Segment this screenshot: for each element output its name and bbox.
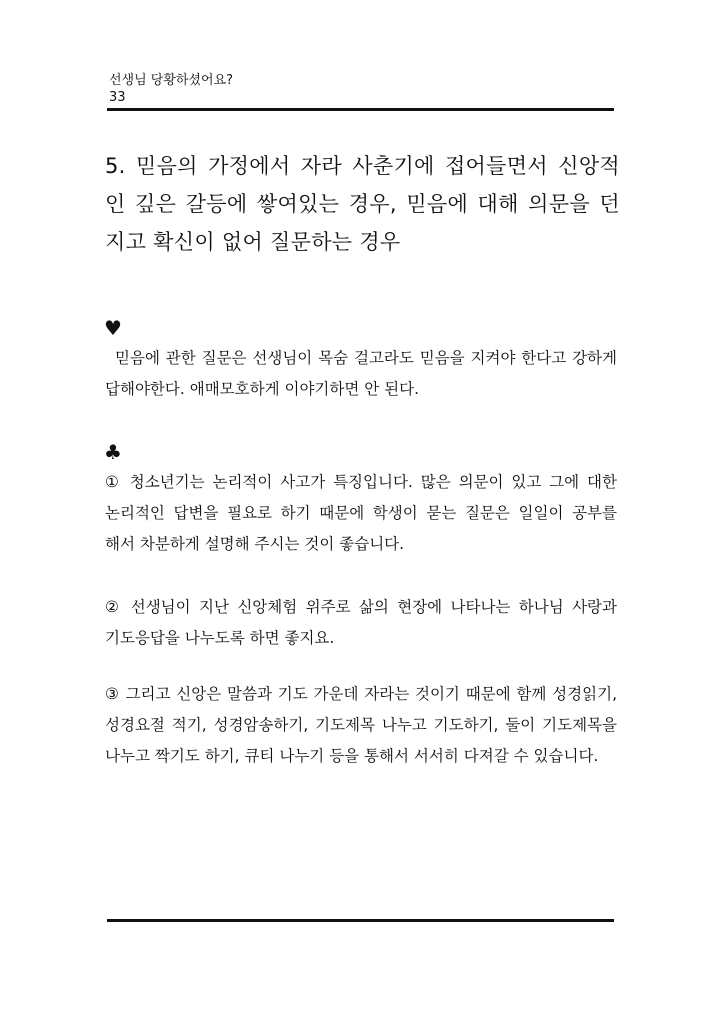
club-paragraph-3: ③ 그리고 신앙은 말씀과 기도 가운데 자라는 것이기 때문에 함께 성경읽기, 성경요절 적기, 성경암송하기, 기도제목 나누고 기도하기, 둘이 기도제목을 나누고 짝기도 하기, 큐티 나누기 등을 통해서 서서히 다져갈 수 있습니다.	[105, 685, 617, 765]
club-paragraph-1: ① 청소년기는 논리적이 사고가 특징입니다. 많은 의문이 있고 그에 대한 논리적인 답변을 필요로 하기 때문에 학생이 묻는 질문은 일일이 공부를 해서 차분하게 설명해 주시는 것이 좋습니다.	[105, 473, 617, 553]
page-header	[109, 72, 614, 106]
footer-rule	[107, 919, 614, 922]
header-title: 선생님 당황하셨어요?	[109, 73, 234, 88]
heart-icon: ♥	[104, 316, 122, 340]
heart-paragraph: 믿음에 관한 질문은 선생님이 목숨 걸고라도 믿음을 지켜야 한다고 강하게 답해야한다. 애매모호하게 이야기하면 안 된다.	[105, 349, 617, 398]
page-number: 33	[109, 90, 126, 105]
header-rule	[107, 108, 614, 111]
club-icon: ♣	[104, 440, 122, 464]
club-paragraph-2: ② 선생님이 지난 신앙체험 위주로 삶의 현장에 나타나는 하나님 사랑과 기도응답을 나누도록 하면 좋지요.	[105, 598, 617, 647]
section-heading: 5. 믿음의 가정에서 자라 사춘기에 접어들면서 신앙적인 깊은 갈등에 쌓여있는 경우, 믿음에 대해 의문을 던지고 확신이 없어 질문하는 경우	[105, 154, 620, 254]
